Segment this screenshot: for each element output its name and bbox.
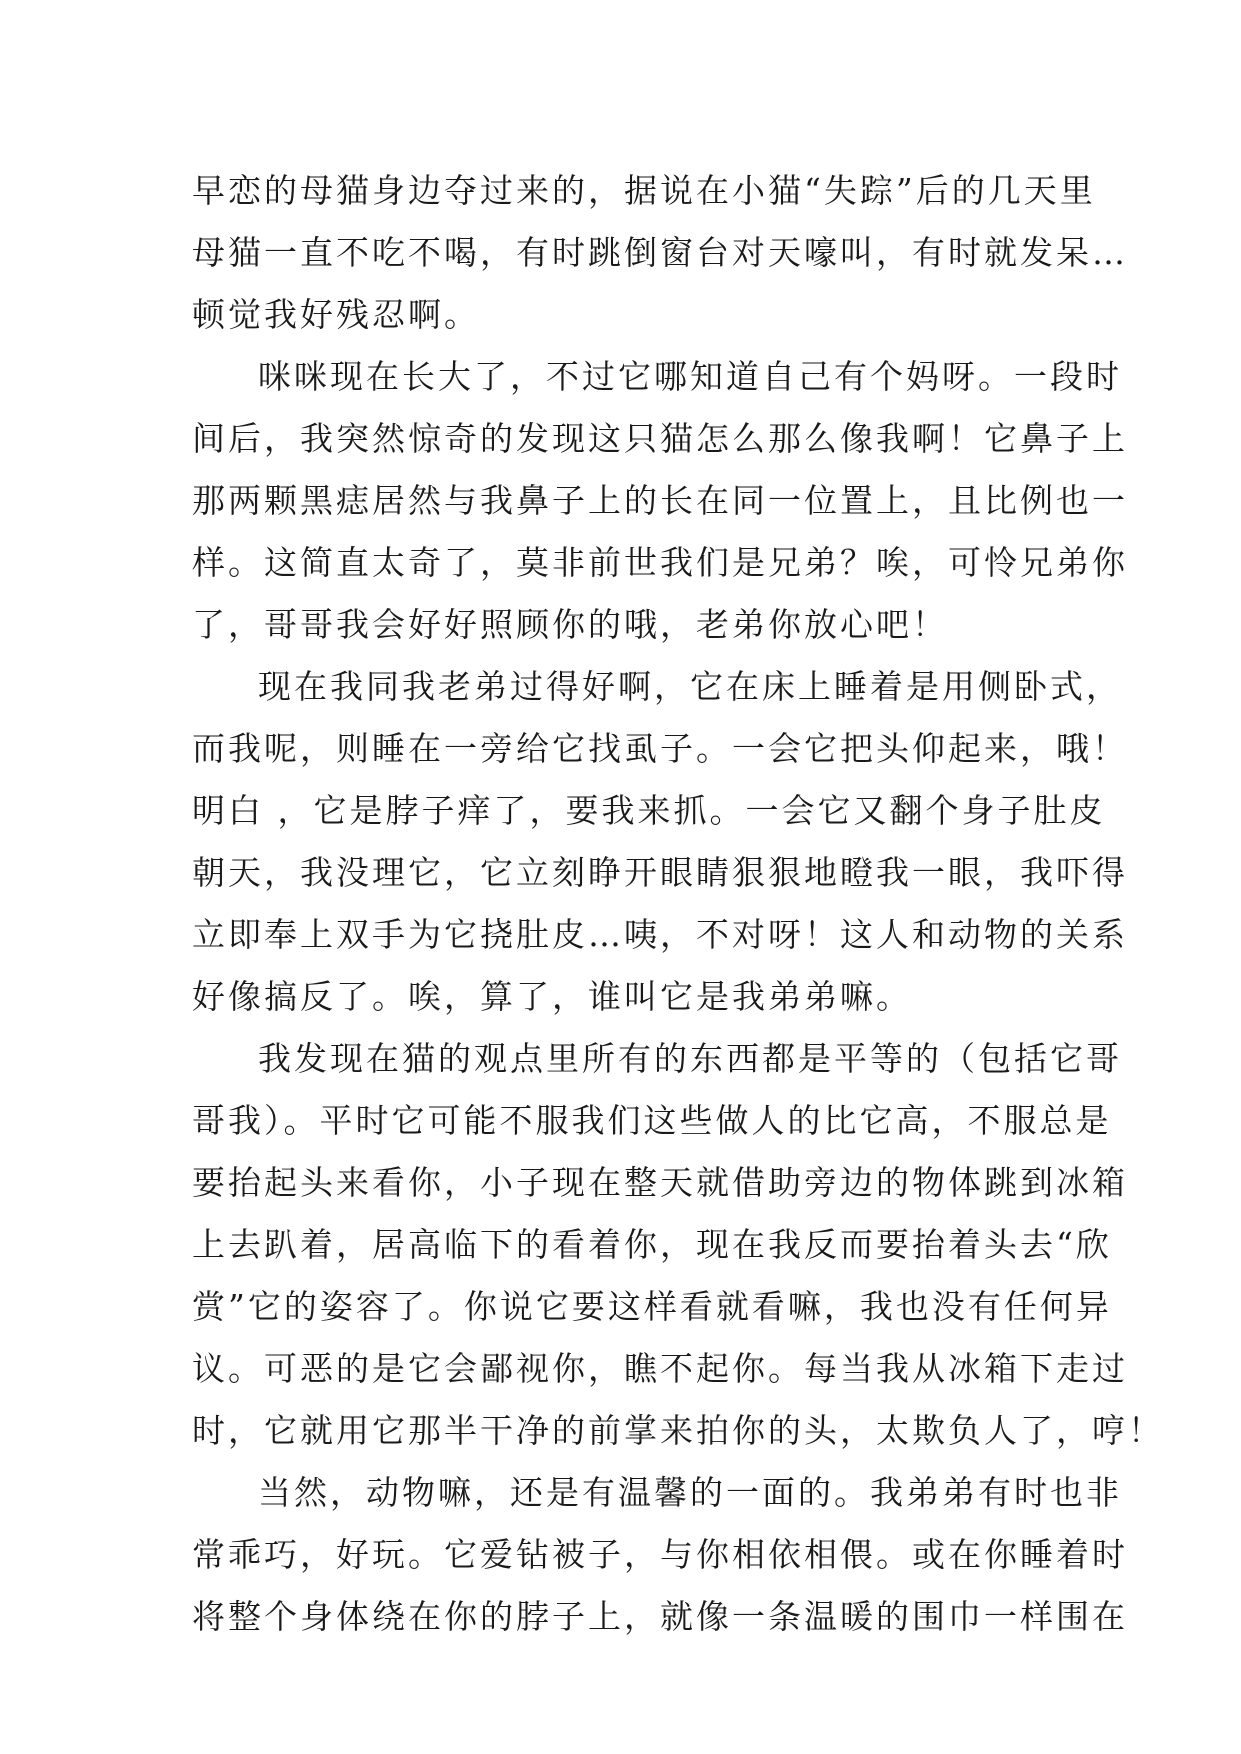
text-line: 那两颗黑痣居然与我鼻子上的长在同一位置上，且比例也一	[192, 481, 1128, 520]
text-line: 母猫一直不吃不喝，有时跳倒窗台对天嚎叫，有时就发呆…	[192, 233, 1128, 272]
text-line: 现在我同我老弟过得好啊，它在床上睡着是用侧卧式，	[258, 667, 1122, 706]
paragraph-1	[192, 160, 1128, 346]
text-line: 常乖巧，好玩。它爱钻被子，与你相依相偎。或在你睡着时	[192, 1535, 1128, 1574]
text-line: 将整个身体绕在你的脖子上，就像一条温暖的围巾一样围在	[192, 1597, 1128, 1636]
text-line: 上去趴着，居高临下的看着你，现在我反而要抬着头去“欣	[192, 1225, 1112, 1264]
document-body	[192, 160, 1164, 1648]
text-line: 哥我）。平时它可能不服我们这些做人的比它高，不服总是	[192, 1101, 1112, 1140]
text-line: 样。这简直太奇了，莫非前世我们是兄弟？唉，可怜兄弟你	[192, 543, 1128, 582]
text-line: 赏”它的姿容了。你说它要这样看就看嘛，我也没有任何异	[192, 1287, 1112, 1326]
text-line: 而我呢，则睡在一旁给它找虱子。一会它把头仰起来，哦！	[192, 729, 1128, 768]
paragraph-5	[192, 1462, 1128, 1648]
text-line: 明白 ，它是脖子痒了，要我来抓。一会它又翻个身子肚皮	[192, 791, 1106, 830]
text-line: 时，它就用它那半干净的前掌来拍你的头，太欺负人了，哼！	[192, 1411, 1164, 1450]
text-line: 好像搞反了。唉，算了，谁叫它是我弟弟嘛。	[192, 977, 912, 1016]
text-line: 咪咪现在长大了，不过它哪知道自己有个妈呀。一段时	[258, 357, 1122, 396]
text-line: 了，哥哥我会好好照顾你的哦，老弟你放心吧！	[192, 605, 948, 644]
text-line: 立即奉上双手为它挠肚皮…咦，不对呀！这人和动物的关系	[192, 915, 1128, 954]
paragraph-4	[192, 1028, 1164, 1462]
text-line: 议。可恶的是它会鄙视你，瞧不起你。每当我从冰箱下走过	[192, 1349, 1128, 1388]
text-line: 早恋的母猫身边夺过来的，据说在小猫“失踪”后的几天里	[192, 171, 1096, 210]
text-line: 我发现在猫的观点里所有的东西都是平等的（包括它哥	[258, 1039, 1122, 1078]
text-line: 间后，我突然惊奇的发现这只猫怎么那么像我啊！它鼻子上	[192, 419, 1128, 458]
paragraph-2	[192, 346, 1128, 656]
text-line: 朝天，我没理它，它立刻睁开眼睛狠狠地瞪我一眼，我吓得	[192, 853, 1128, 892]
paragraph-3	[192, 656, 1128, 1028]
text-line: 当然，动物嘛，还是有温馨的一面的。我弟弟有时也非	[258, 1473, 1122, 1512]
text-line: 顿觉我好残忍啊。	[192, 295, 480, 334]
text-line: 要抬起头来看你，小子现在整天就借助旁边的物体跳到冰箱	[192, 1163, 1128, 1202]
